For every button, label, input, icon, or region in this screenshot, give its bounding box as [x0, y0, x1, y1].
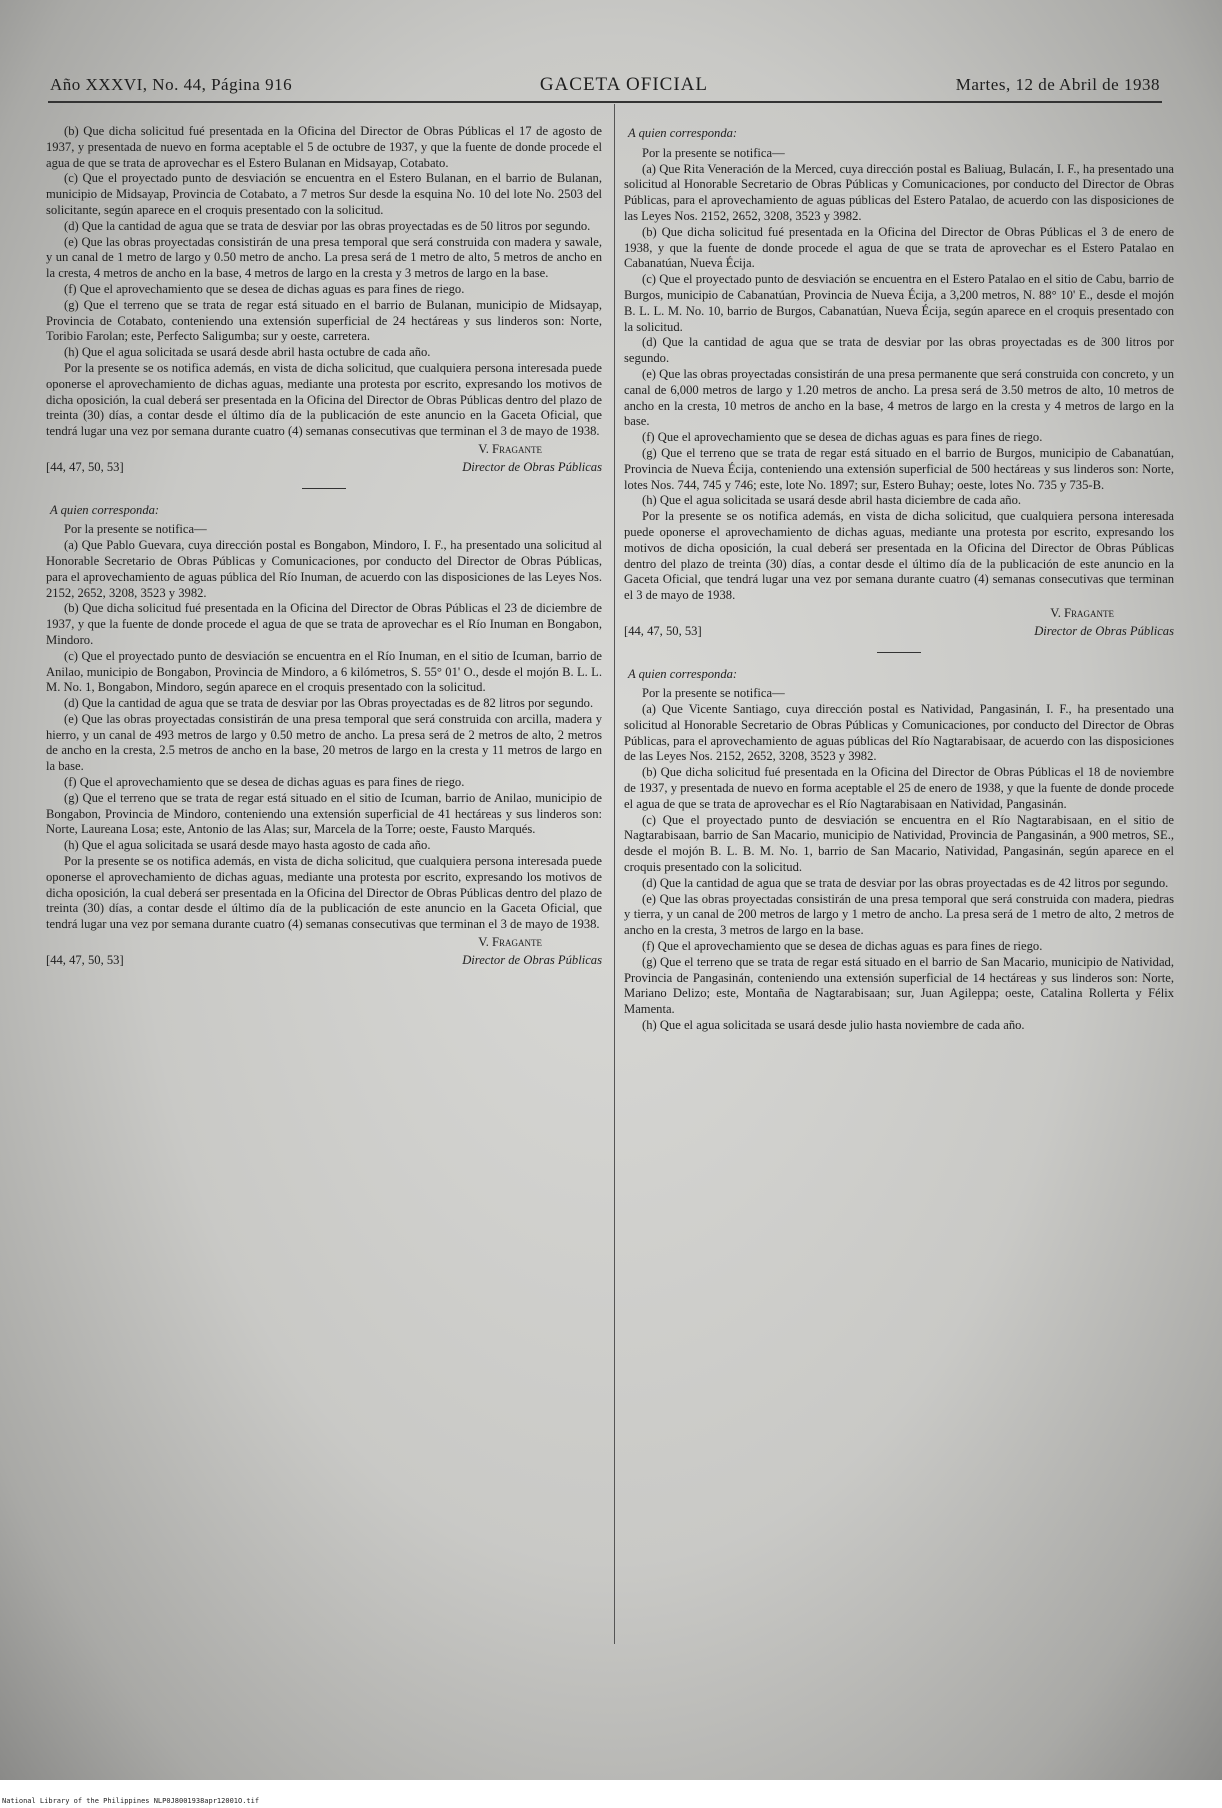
signatory-title: Director de Obras Públicas	[462, 459, 602, 474]
notice-paragraph: (f) Que el aprovechamiento que se desea de dichas aguas es para fines de riego.	[64, 281, 465, 296]
signatory-title: Director de Obras Públicas	[1034, 623, 1174, 638]
notice-3-signature-line	[624, 624, 1174, 640]
notice-2-signature	[46, 935, 602, 951]
notice-paragraph: Por la presente se notifica—	[642, 145, 785, 160]
notice-2-body	[46, 522, 602, 933]
header-rule	[48, 101, 1162, 103]
notice-paragraph: (h) Que el agua solicitada se usará desde julio hasta noviembre de cada año.	[642, 1018, 1025, 1033]
notice-paragraph: (b) Que dicha solicitud fué presentada en la Oficina del Director de Obras Públicas el 3 de enero de 1938, y que la fuente de donde procede el agua de que se trata de aprovechar es el Estero Patalao en Cabanatúan, Nueva Écija.	[624, 224, 1174, 271]
notice-3-signature	[624, 606, 1174, 622]
notice-paragraph: (d) Que la cantidad de agua que se trata de desviar por las obras proyectadas es de 50 litros por segundo.	[64, 218, 591, 233]
notice-paragraph: (d) Que la cantidad de agua que se trata de desviar por las Obras proyectadas es de 82 litros por segundo.	[64, 696, 594, 711]
notice-3-addressee: A quien corresponda:	[628, 126, 738, 140]
notice-paragraph: (c) Que el proyectado punto de desviación se encuentra en el Estero Bulanan, en el barrio de Bulanan, municipio de Midsayap, Provincia de Cotabato, a 7 metros Sur desde la esquina No. 10 del lote No. 2503 del solicitante, según aparece en el croquis presentado con la solicitud.	[46, 171, 602, 217]
notice-paragraph: (c) Que el proyectado punto de desviación se encuentra en el Río Nagtarabisaan, en el sitio de Nagtarabisaan, barrio de San Macario, municipio de Natividad, Provincia de Pangasinán, a 900 metros, SE., desde el mojón B. L. B. M. No. 1, barrio de San Macario, Natividad, Pangasinán, según aparece en el croquis presentado con la solicitud.	[624, 812, 1174, 875]
notice-paragraph: (e) Que las obras proyectadas consistirán de una presa permanente que será construida con concreto, y un canal de 6,000 metros de largo y 1.20 metros de ancho. La presa será de 3.50 metros de alto, 10 metros de ancho en la cresta, 10 metros de ancho en la base, 4 metros de largo en la cresta y 4 metros de largo en la base.	[624, 366, 1174, 429]
notice-paragraph: (g) Que el terreno que se trata de regar está situado en el sitio de Icuman, barrio de Anilao, municipio de Bongabon, Provincia de Mindoro, conteniendo una extensión superficial de 41 hectáreas y sus linderos son: Norte, Laureana Losa; este, Antonio de las Alas; sur, Marcela de la Torre; oeste, Fausto Marqués.	[46, 790, 602, 837]
notice-3	[624, 126, 1174, 640]
header-date: Martes, 12 de Abril de 1938	[955, 75, 1160, 94]
publication-ref: [44, 47, 50, 53]	[46, 952, 124, 967]
notice-paragraph: (a) Que Vicente Santiago, cuya dirección postal es Natividad, Pangasinán, I. F., ha presentado una solicitud al Honorable Secretario de Obras Públicas y Comunicaciones, por conducto del Director de Obras Públicas, para el aprovechamiento de aguas públicas del Río Nagtarabisaar, de acuerdo con las disposiciones de las Leyes Nos. 2152, 2652, 3208, 3523 y 3982.	[624, 702, 1174, 764]
notice-divider	[877, 652, 921, 653]
notice-paragraph: (c) Que el proyectado punto de desviación se encuentra en el Río Inuman, en el sitio de Icuman, barrio de Anilao, municipio de Bongabon, Provincia de Mindoro, a 6 kilómetros, S. 55° 01' O., desde el mojón B. L. L. M. No. 1, Bongabon, Mindoro, según aparece en el croquis presentado con la solicitud.	[46, 648, 602, 695]
right-column	[624, 124, 1174, 1040]
notice-paragraph: Por la presente se os notifica además, en vista de dicha solicitud, que cualquiera persona interesada puede oponerse el aprovechamiento de dichas aguas, mediante una protesta por escrito, expresando los motivos de dicha oposición, la cual deberá ser presentada en la Oficina del Director de Obras Públicas dentro del plazo de treinta (30) días, a contar desde el último día de la publicación de este anuncio en la Gaceta Oficial, que tendrá lugar una vez por semana durante cuatro (4) semanas consecutivas que terminan el 3 de mayo de 1938.	[46, 854, 602, 932]
notice-paragraph: (b) Que dicha solicitud fué presentada en la Oficina del Director de Obras Públicas el 18 de noviembre de 1937, y presentada de nuevo en forma aceptable el 25 de enero de 1938, y que la fuente de donde procede el agua de que se trata de aprovechar es el Río Nagtarabisaan en Natividad, Pangasinán.	[624, 765, 1174, 811]
notice-paragraph: (b) Que dicha solicitud fué presentada en la Oficina del Director de Obras Públicas el 23 de diciembre de 1937, y que la fuente de donde procede el agua de que se trata de aprovechar es el Río Inuman en Bongabon, Mindoro.	[46, 601, 602, 647]
notice-divider	[302, 488, 346, 489]
notice-1	[46, 124, 602, 476]
notice-paragraph: (d) Que la cantidad de agua que se trata de desviar por las obras proyectadas es de 300 litros por segundo.	[624, 335, 1174, 366]
notice-paragraph: (a) Que Rita Veneración de la Merced, cuya dirección postal es Baliuag, Bulacán, I. F., ha presentado una solicitud al Honorable Secretario de Obras Públicas y Comunicaciones, por conducto del Director de Obras Públicas, para el aprovechamiento de aguas públicas del Estero Patalao, de acuerdo con las disposiciones de las Leyes Nos. 2152, 2652, 3208, 3523 y 3982.	[624, 161, 1174, 223]
notice-1-body	[46, 124, 602, 440]
signatory-name: V. Fragante	[1050, 605, 1114, 620]
notice-paragraph: (g) Que el terreno que se trata de regar está situado en el barrio de San Macario, municipio de Natividad, Provincia de Pangasinán, conteniendo una extensión superficial de 14 hectáreas y sus linderos son: Norte, Mariano Delizo; este, Montaña de Nagtarabisaan; sur, Juan Agileppa; oeste, Catalina Rollerta y Félix Mamenta.	[624, 954, 1174, 1017]
notice-paragraph: (h) Que el agua solicitada se usará desde abril hasta diciembre de cada año.	[642, 493, 1022, 508]
publication-ref: [44, 47, 50, 53]	[624, 623, 702, 638]
column-rule	[614, 104, 615, 1644]
page-header	[50, 70, 1160, 100]
signatory-name: V. Fragante	[478, 441, 542, 456]
header-title: GACETA OFICIAL	[539, 74, 708, 95]
notice-1-signature-line	[46, 460, 602, 476]
notice-2-signature-line	[46, 953, 602, 969]
signatory-title: Director de Obras Públicas	[462, 952, 602, 967]
notice-paragraph: (c) Que el proyectado punto de desviación se encuentra en el Estero Patalao en el sitio de Cabu, barrio de Burgos, municipio de Cabanatúan, Provincia de Nueva Écija, a 3,200 metros, N. 88° 10' E., desde el mojón B. L. L. M. No. 10, barrio de Burgos, Cabanatúan, Nueva Écija, según aparece en el croquis presentado con la solicitud.	[624, 272, 1174, 334]
notice-paragraph: (h) Que el agua solicitada se usará desde abril hasta octubre de cada año.	[64, 345, 431, 360]
notice-paragraph: Por la presente se notifica—	[642, 686, 785, 701]
notice-paragraph: Por la presente se os notifica además, en vista de dicha solicitud, que cualquiera persona interesada puede oponerse el aprovechamiento de dichas aguas, mediante una protesta por escrito, expresando los motivos de dicha oposición, la cual deberá ser presentada en la Oficina del Director de Obras Públicas dentro del plazo de treinta (30) días, a contar desde el último día de la publicación de este anuncio en la Gaceta Oficial, que tendrá lugar una vez por semana durante cuatro (4) semanas consecutivas que terminan el 3 de mayo de 1938.	[46, 360, 602, 439]
left-column	[46, 124, 602, 975]
notice-4-body	[624, 686, 1174, 1034]
scan-footer: National Library of the Philippines NLP0J8001938apr12001O.tif	[2, 1797, 260, 1805]
notice-paragraph: (d) Que la cantidad de agua que se trata de desviar por las obras proyectadas es de 42 litros por segundo.	[642, 875, 1169, 890]
notice-paragraph: Por la presente se notifica—	[64, 522, 207, 537]
header-issue: Año XXXVI, No. 44, Página 916	[50, 75, 293, 94]
notice-paragraph: (e) Que las obras proyectadas consistirán de una presa temporal que será construida con madera y sawale, y un canal de 1 metro de largo y 0.50 metro de ancho. La presa será de 1 metro de alto, 5 metros de ancho en la cresta, 4 metros de ancho en la base, 4 metros de largo en la cresta y 3 metros de largo en la base.	[46, 234, 602, 281]
notice-paragraph: (g) Que el terreno que se trata de regar está situado en el barrio de Burgos, municipio de Cabanatúan, Provincia de Nueva Écija, conteniendo una extensión superficial de 500 hectáreas y sus linderos son: Norte, lotes Nos. 744, 745 y 746; este, lote No. 1897; sur, Estero Buhay; oeste, lotes No. 735 y 735-B.	[624, 445, 1174, 492]
notice-3-body	[624, 146, 1174, 604]
notice-paragraph: (f) Que el aprovechamiento que se desea de dichas aguas es para fines de riego.	[642, 430, 1043, 445]
signatory-name: V. Fragante	[478, 935, 542, 950]
publication-ref: [44, 47, 50, 53]	[46, 459, 124, 474]
notice-4-addressee: A quien corresponda:	[628, 666, 738, 681]
notice-1-signature	[46, 442, 602, 458]
notice-2-addressee: A quien corresponda:	[50, 502, 160, 517]
notice-paragraph: (g) Que el terreno que se trata de regar está situado en el barrio de Bulanan, municipio de Midsayap, Provincia de Cotabato, conteniendo una extensión superficial de 24 hectáreas y sus linderos son: Norte, Toribio Farolan; este, Perfecto Saligumba; sur y oeste, carretera.	[46, 297, 602, 344]
notice-4	[624, 667, 1174, 1034]
notice-paragraph: (e) Que las obras proyectadas consistirán de una presa temporal que será construida con arcilla, madera y hierro, y un canal de 493 metros de largo y 0.50 metro de ancho. La presa será de 2 metros de alto, 2 metros de ancho en la cresta, 2.5 metros de ancho en la base, 20 metros de largo en la cresta y 11 metros de largo en la base.	[46, 711, 602, 774]
notice-paragraph: (f) Que el aprovechamiento que se desea de dichas aguas es para fines de riego.	[64, 775, 465, 790]
notice-paragraph: (a) Que Pablo Guevara, cuya dirección postal es Bongabon, Mindoro, I. F., ha presentado una solicitud al Honorable Secretario de Obras Públicas y Comunicaciones, por conducto del Director de Obras Públicas, para el aprovechamiento de aguas pública del Río Inuman, de acuerdo con las disposiciones de las Leyes Nos. 2152, 2652, 3208, 3523 y 3982.	[46, 538, 602, 600]
notice-paragraph: (f) Que el aprovechamiento que se desea de dichas aguas es para fines de riego.	[642, 939, 1043, 954]
notice-paragraph: (e) Que las obras proyectadas consistirán de una presa temporal que será construida con madera, piedras y tierra, y un canal de 200 metros de largo y 1 metro de ancho. La presa será de 1 metro de alto, 2 metros de ancho en la cresta, 3 metros de largo en la base.	[624, 891, 1174, 938]
notice-2	[46, 503, 602, 969]
notice-paragraph: Por la presente se os notifica además, en vista de dicha solicitud, que cualquiera persona interesada puede oponerse el aprovechamiento de dichas aguas, mediante una protesta por escrito, expresando los motivos de dicha oposición, la cual deberá ser presentada en la Oficina del Director de Obras Públicas dentro del plazo de treinta (30) días, a contar desde el último día de la publicación de este anuncio en la Gaceta Oficial, que tendrá lugar una vez por semana durante cuatro (4) semanas consecutivas que terminan el 3 de mayo de 1938.	[624, 509, 1174, 603]
notice-paragraph: (h) Que el agua solicitada se usará desde mayo hasta agosto de cada año.	[64, 838, 431, 853]
notice-paragraph: (b) Que dicha solicitud fué presentada en la Oficina del Director de Obras Públicas el 17 de agosto de 1937, y presentada de nuevo en forma aceptable el 5 de octubre de 1937, y que la fuente de donde procede el agua de que se trata de aprovechar es el Estero Bulanan en Midsayap, Cotabato.	[46, 124, 602, 170]
